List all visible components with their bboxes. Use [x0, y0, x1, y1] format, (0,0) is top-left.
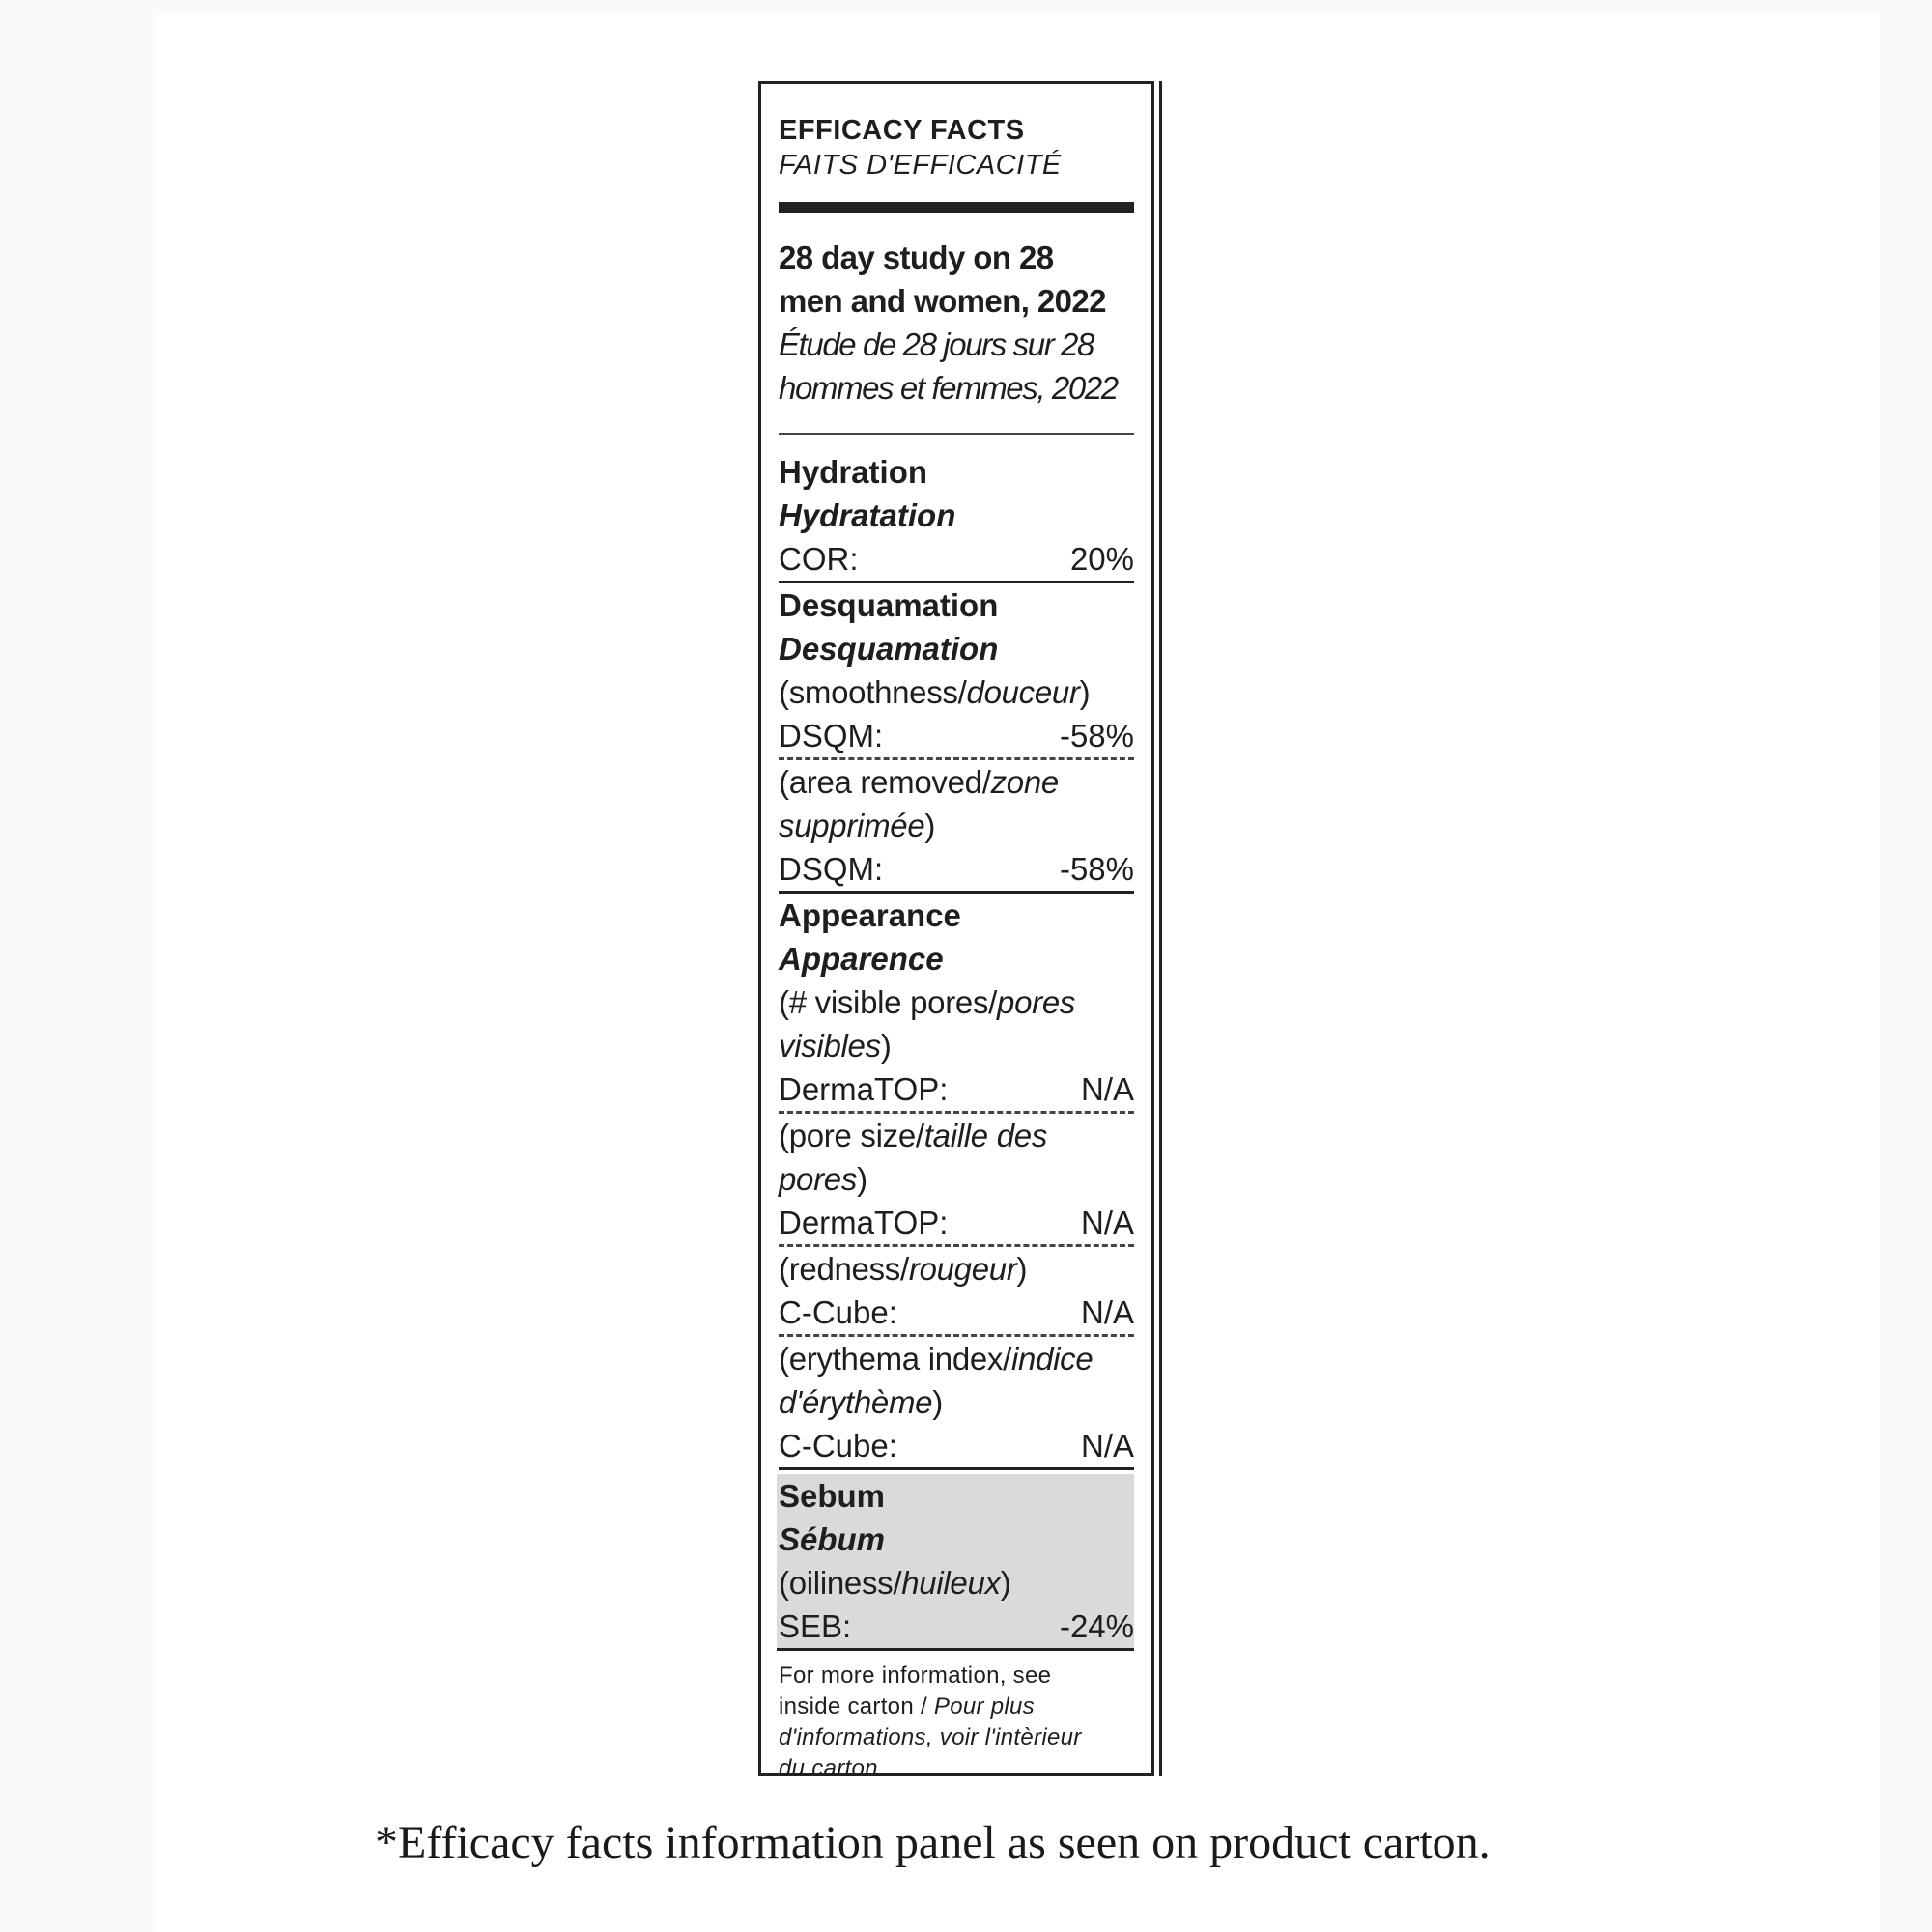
- section-title-fr: Desquamation: [779, 631, 999, 667]
- image-caption: *Efficacy facts information panel as seen on product carton.: [375, 1817, 1491, 1868]
- metric-row: [779, 1424, 1134, 1470]
- metric-desc-fr: pores: [779, 1161, 858, 1197]
- footer-text-fr: d'informations, voir l'intèrieur: [779, 1724, 1082, 1750]
- section-title-en: Sebum: [779, 1478, 886, 1514]
- metric-value: N/A: [1080, 1428, 1134, 1463]
- metric-value: N/A: [1080, 1071, 1134, 1107]
- metric-description: (smoothness/douceur): [779, 674, 1091, 710]
- thin-divider: [779, 433, 1134, 435]
- metric-label: DSQM:: [779, 718, 884, 753]
- metric-desc-fr: visibles: [779, 1028, 881, 1064]
- metric-label: COR:: [779, 541, 859, 577]
- metric-desc-fr: indice: [1011, 1341, 1094, 1377]
- metric-description-cont: supprimée): [779, 808, 936, 843]
- metric-description: (redness/rougeur): [779, 1251, 1028, 1287]
- section-title-fr: Hydratation: [779, 497, 956, 533]
- metric-label: SEB:: [779, 1608, 852, 1644]
- metric-desc-en: oiliness: [788, 1565, 894, 1601]
- panel-footer-note: [779, 1661, 1134, 1784]
- study-description-fr: [779, 323, 1134, 410]
- appearance-section: [779, 894, 1134, 1470]
- sebum-section: [777, 1474, 1134, 1651]
- footer-line: [779, 1722, 1134, 1753]
- study-line: hommes et femmes, 2022: [779, 370, 1118, 406]
- metric-row: [779, 1201, 1134, 1247]
- footer-text-fr: du carton: [779, 1755, 878, 1781]
- section-title-en: Appearance: [779, 897, 961, 933]
- metric-label: DermaTOP:: [779, 1205, 949, 1240]
- metric-row: [779, 1067, 1134, 1114]
- footer-text-en: inside carton /: [779, 1693, 934, 1719]
- metric-desc-fr: d'érythème: [779, 1384, 933, 1420]
- metric-desc-en: # visible pores: [788, 984, 989, 1020]
- footer-text-fr: Pour plus: [933, 1693, 1035, 1719]
- panel-title-fr: FAITS D'EFFICACITÉ: [779, 150, 1062, 181]
- metric-desc-en: area removed: [788, 764, 982, 800]
- metric-row: [779, 537, 1134, 583]
- metric-description-cont: pores): [779, 1161, 867, 1197]
- metric-label: C-Cube:: [779, 1428, 897, 1463]
- desquamation-section: [779, 583, 1134, 894]
- section-title-fr: Sébum: [779, 1521, 886, 1557]
- metric-desc-fr: pores: [997, 984, 1076, 1020]
- metric-desc-fr: rougeur: [908, 1251, 1017, 1287]
- study-line: Étude de 28 jours sur 28: [779, 327, 1094, 362]
- metric-desc-fr: supprimée: [779, 808, 925, 843]
- metric-value: -58%: [1059, 718, 1134, 753]
- metric-desc-fr: huileux: [901, 1565, 1001, 1601]
- metric-value: -24%: [1059, 1608, 1134, 1644]
- metric-label: DSQM:: [779, 851, 884, 887]
- metric-desc-fr: taille des: [923, 1118, 1048, 1153]
- efficacy-facts-panel: [758, 81, 1154, 1781]
- study-line: men and women, 2022: [779, 283, 1106, 319]
- metric-desc-fr: zone: [990, 764, 1059, 800]
- metric-description-cont: d'érythème): [779, 1384, 943, 1420]
- metric-description: (# visible pores/pores: [779, 984, 1076, 1020]
- section-title-fr: Apparence: [779, 941, 944, 977]
- metric-row: [779, 1291, 1134, 1337]
- metric-desc-en: smoothness: [788, 674, 958, 710]
- metric-value: 20%: [1069, 541, 1134, 577]
- metric-desc-en: pore size: [788, 1118, 916, 1153]
- panel-title-en: EFFICACY FACTS: [779, 115, 1025, 146]
- section-title-en: Desquamation: [779, 587, 999, 623]
- metric-row: [779, 714, 1134, 760]
- metric-description: (area removed/zone: [779, 764, 1059, 800]
- metric-value: N/A: [1080, 1205, 1134, 1240]
- metric-label: DermaTOP:: [779, 1071, 949, 1107]
- footer-line: [779, 1691, 1134, 1722]
- metric-value: N/A: [1080, 1294, 1134, 1330]
- section-title-en: Hydration: [779, 454, 928, 490]
- metric-description: (erythema index/indice: [779, 1341, 1094, 1377]
- hydration-section: [779, 450, 1134, 583]
- metric-description: (pore size/taille des: [779, 1118, 1048, 1153]
- study-description-en: [779, 236, 1134, 323]
- metric-desc-fr: douceur: [966, 674, 1080, 710]
- metric-row: [779, 1605, 1134, 1648]
- metric-row: [779, 847, 1134, 894]
- footer-line: [779, 1753, 1134, 1784]
- metric-label: C-Cube:: [779, 1294, 897, 1330]
- thick-divider: [779, 202, 1134, 213]
- footer-line: For more information, see: [779, 1662, 1052, 1689]
- study-line: 28 day study on 28: [779, 240, 1054, 275]
- metric-description-cont: visibles): [779, 1028, 892, 1064]
- metric-desc-en: erythema index: [788, 1341, 1004, 1377]
- metric-value: -58%: [1059, 851, 1134, 887]
- metric-description: (oiliness/huileux): [779, 1565, 1011, 1601]
- metric-desc-en: redness: [788, 1251, 901, 1287]
